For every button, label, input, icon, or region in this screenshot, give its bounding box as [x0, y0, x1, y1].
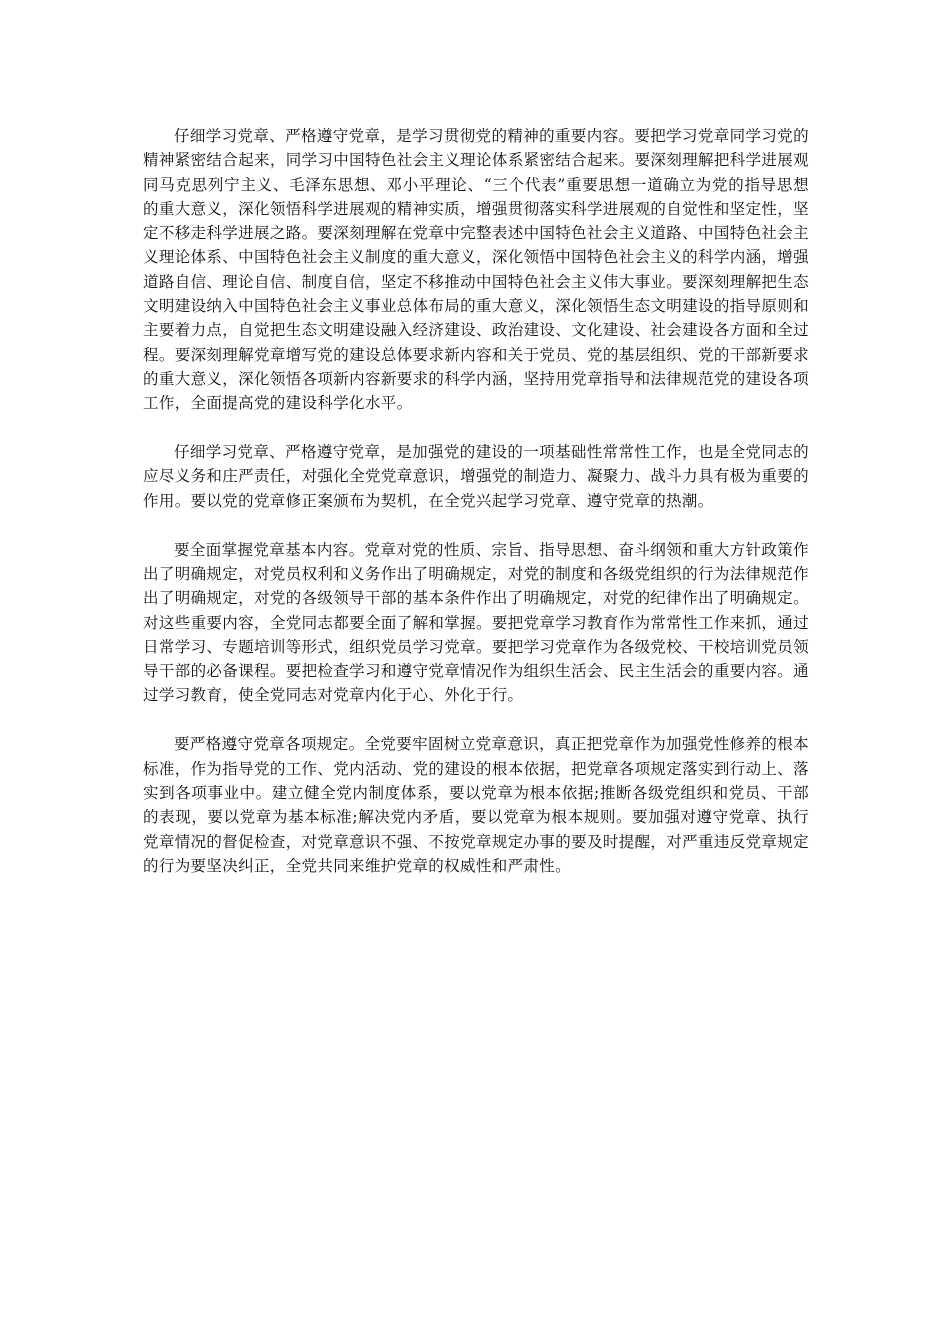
paragraph-3: 要全面掌握党章基本内容。党章对党的性质、宗旨、指导思想、奋斗纲领和重大方针政策作出了明确规定，对党员权利和义务作出了明确规定，对党的制度和各级党组织的行为法律规范作出了明确规定，对党的各级领导干部的基本条件作出了明确规定，对党的纪律作出了明确规定。对这些重要内容，全党同志都要全面了解和掌握。要把党章学习教育作为常常性工作来抓，通过日常学习、专题培训等形式，组织党员学习党章。要把学习党章作为各级党校、干校培训党员领导干部的必备课程。要把检查学习和遵守党章情况作为组织生活会、民主生活会的重要内容。通过学习教育，使全党同志对党章内化于心、外化于行。 [143, 540, 809, 705]
document-body [143, 124, 809, 903]
paragraph-1: 仔细学习党章、严格遵守党章，是学习贯彻党的精神的重要内容。要把学习党章同学习党的精神紧密结合起来，同学习中国特色社会主义理论体系紧密结合起来。要深刻理解把科学进展观同马克思列宁主义、毛泽东思想、邓小平理论、“三个代表”重要思想一道确立为党的指导思想的重大意义，深化领悟科学进展观的精神实质，增强贯彻落实科学进展观的自觉性和坚定性，坚定不移走科学进展之路。要深刻理解在党章中完整表述中国特色社会主义道路、中国特色社会主义理论体系、中国特色社会主义制度的重大意义，深化领悟中国特色社会主义的科学内涵，增强道路自信、理论自信、制度自信，坚定不移推动中国特色社会主义伟大事业。要深刻理解把生态文明建设纳入中国特色社会主义事业总体布局的重大意义，深化领悟生态文明建设的指导原则和主要着力点，自觉把生态文明建设融入经济建设、政治建设、文化建设、社会建设各方面和全过程。要深刻理解党章增写党的建设总体要求新内容和关于党员、党的基层组织、党的干部新要求的重大意义，深化领悟各项新内容新要求的科学内涵，坚持用党章指导和法律规范党的建设各项工作，全面提高党的建设科学化水平。 [143, 127, 809, 413]
paragraph-2: 仔细学习党章、严格遵守党章，是加强党的建设的一项基础性常常性工作，也是全党同志的应尽义务和庄严责任，对强化全党党章意识，增强党的制造力、凝聚力、战斗力具有极为重要的作用。要以党的党章修正案颁布为契机，在全党兴起学习党章、遵守党章的热潮。 [143, 443, 809, 510]
paragraph-4: 要严格遵守党章各项规定。全党要牢固树立党章意识，真正把党章作为加强党性修养的根本标准，作为指导党的工作、党内活动、党的建设的根本依据，把党章各项规定落实到行动上、落实到各项事业中。建立健全党内制度体系，要以党章为根本依据;推断各级党组织和党员、干部的表现，要以党章为基本标准;解决党内矛盾，要以党章为根本规则。要加强对遵守党章、执行党章情况的督促检查，对党章意识不强、不按党章规定办事的要及时提醒，对严重违反党章规定的行为要坚决纠正，全党共同来维护党章的权威性和严肃性。 [143, 735, 809, 875]
